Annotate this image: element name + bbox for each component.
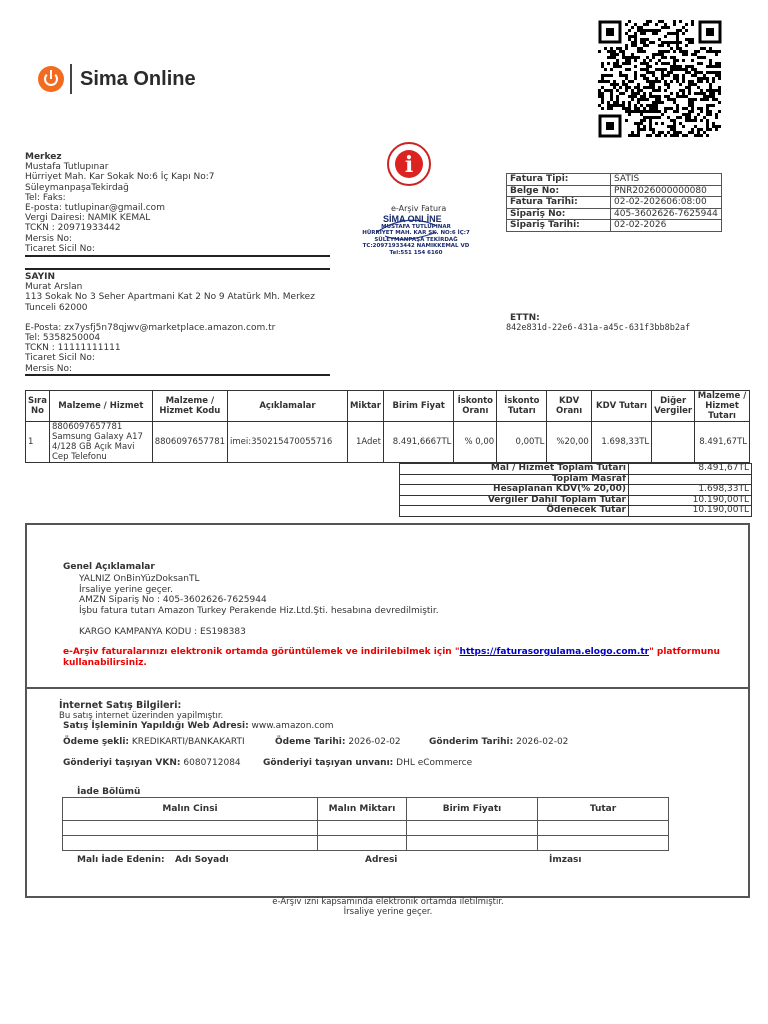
iade-column-header: Malın Miktarı bbox=[318, 798, 407, 821]
column-header: İskonto Tutarı bbox=[497, 391, 547, 422]
buyer-line bbox=[25, 313, 330, 323]
buyer-line: Ticaret Sicil No: bbox=[25, 353, 95, 364]
logo-divider bbox=[70, 64, 72, 94]
stamp-lines bbox=[357, 224, 475, 256]
note-line: İşbu fatura tutarı Amazon Turkey Perakende Hiz.Ltd.Şti. hesabına devredilmiştir. bbox=[79, 605, 439, 616]
total-value bbox=[629, 474, 752, 485]
total-value: 8.491,67TL bbox=[629, 464, 752, 475]
buyer-line: Mersis No: bbox=[25, 363, 73, 374]
total-label: Toplam Masraf bbox=[400, 474, 629, 485]
note-line: YALNIZ OnBinYüzDoksanTL bbox=[79, 574, 200, 584]
table-cell: % 0,00 bbox=[454, 422, 497, 463]
table-cell: 8.491,67TL bbox=[695, 422, 750, 463]
info-value: 02-02-2026 bbox=[611, 220, 722, 232]
iade-signature: İmzası bbox=[549, 855, 582, 865]
buyer-line: 113 Sokak No 3 Seher Apartmani Kat 2 No 9 Atatürk Mh. Merkez bbox=[25, 292, 315, 303]
table-row bbox=[63, 821, 669, 836]
brand-name: Sima Online bbox=[80, 67, 196, 90]
elogo-link[interactable]: https://faturasorgulama.elogo.com.tr bbox=[459, 647, 650, 657]
table-cell: 8.491,6667TL bbox=[383, 422, 453, 463]
column-header: Birim Fiyat bbox=[383, 391, 453, 422]
total-row bbox=[400, 506, 752, 517]
seller-heading: Merkez bbox=[25, 152, 62, 162]
total-label: Ödenecek Tutar bbox=[400, 506, 629, 517]
column-header: Diğer Vergiler bbox=[652, 391, 695, 422]
iade-table bbox=[62, 797, 669, 851]
stamp-line: Tel:551 154 6160 bbox=[389, 249, 443, 256]
table-cell bbox=[652, 422, 695, 463]
note-line: İrsaliye yerine geçer. bbox=[79, 584, 173, 595]
seller-line: Mustafa Tutlupınar bbox=[25, 162, 109, 173]
ettn-value: 842e831d-22e6-431a-a45c-631f3bb8b2af bbox=[506, 323, 691, 333]
footer-note bbox=[0, 897, 768, 917]
total-row bbox=[400, 474, 752, 485]
divider bbox=[25, 374, 330, 376]
iade-address: Adresi bbox=[365, 855, 398, 865]
note-line bbox=[79, 616, 439, 627]
stamp-line: TC:20971933442 NAMIKKEMAL VD bbox=[362, 243, 470, 250]
internet-subtitle: Bu satış internet üzerinden yapilmıştır. bbox=[59, 711, 224, 721]
buyer-line: E-Posta: zx7ysfj5n78qjwv@marketplace.amazon.com.tr bbox=[25, 322, 276, 333]
table-cell: 1.698,33TL bbox=[591, 422, 651, 463]
notes-box bbox=[25, 523, 750, 689]
info-label: Belge No: bbox=[507, 185, 611, 197]
carrier-vkn: Gönderiyi taşıyan VKN: 6080712084 bbox=[63, 758, 241, 768]
note-line: KARGO KAMPANYA KODU : ES198383 bbox=[79, 626, 246, 637]
seller-line: Ticaret Sicil No: bbox=[25, 243, 95, 254]
ettn-label: ETTN: bbox=[510, 313, 540, 323]
buyer-line: Tunceli 62000 bbox=[25, 302, 88, 313]
seller-line: Vergi Dairesi: NAMIK KEMAL bbox=[25, 213, 151, 224]
total-row bbox=[400, 485, 752, 496]
info-value: 405-3602626-7625944 bbox=[611, 208, 722, 220]
payment-date: Ödeme Tarihi: 2026-02-02 bbox=[275, 737, 401, 747]
stamp-name: SİMA ONLİNE bbox=[383, 214, 442, 224]
info-label: Fatura Tipi: bbox=[507, 174, 611, 186]
internet-sale-box bbox=[25, 687, 750, 898]
stamp-line: MUSTAFA TUTLUPINAR bbox=[381, 224, 451, 230]
info-value: 02-02-202606:08:00 bbox=[611, 197, 722, 209]
column-header: Açıklamalar bbox=[228, 391, 348, 422]
info-value: SATIS bbox=[611, 174, 722, 186]
column-header: Miktar bbox=[347, 391, 383, 422]
carrier-name: Gönderiyi taşıyan unvanı: DHL eCommerce bbox=[263, 758, 473, 768]
e-archive-warning: e-Arşiv faturalarınızı elektronik ortamda görüntülemek ve indirilebilmek için "https://faturasorgulama.elogo.com.tr" platformunu kullanabilirsiniz. bbox=[63, 647, 720, 668]
total-label: Hesaplanan KDV(% 20,00) bbox=[400, 485, 629, 496]
ship-date: Gönderim Tarihi: 2026-02-02 bbox=[429, 737, 569, 747]
seller-line: TCKN : 20971933442 bbox=[25, 223, 121, 234]
total-label: Vergiler Dahil Toplam Tutar bbox=[400, 495, 629, 506]
seller-line: E-posta: tutlupinar@gmail.com bbox=[25, 203, 165, 214]
column-header: Malzeme / Hizmet Kodu bbox=[152, 391, 227, 422]
stamp-line: SÜLEYMANPAŞA TEKİRDAĞ bbox=[374, 236, 458, 243]
web-address-row: Satış İşleminin Yapıldığı Web Adresi: www.amazon.com bbox=[63, 721, 334, 731]
table-row bbox=[26, 422, 750, 463]
total-row bbox=[400, 464, 752, 475]
info-label: Fatura Tarihi: bbox=[507, 197, 611, 209]
seller-line: SüleymanpaşaTekirdağ bbox=[25, 182, 129, 193]
column-header: İskonto Oranı bbox=[454, 391, 497, 422]
seller-line: Mersis No: bbox=[25, 233, 73, 244]
info-row bbox=[507, 174, 722, 186]
table-cell: 1Adet bbox=[347, 422, 383, 463]
iade-column-header: Malın Cinsi bbox=[63, 798, 318, 821]
gib-seal bbox=[357, 140, 475, 265]
totals-table bbox=[399, 463, 752, 517]
power-icon bbox=[38, 66, 64, 92]
total-value: 1.698,33TL bbox=[629, 485, 752, 496]
divider bbox=[25, 268, 330, 270]
seller-block bbox=[25, 152, 330, 254]
table-cell: 0,00TL bbox=[497, 422, 547, 463]
payment-method: Ödeme şekli: KREDIKARTI/BANKAKARTI bbox=[63, 737, 245, 747]
notes-lines bbox=[79, 574, 439, 638]
iade-returner: Malı İade Edenin: bbox=[77, 855, 165, 865]
seller-lines bbox=[25, 162, 330, 254]
column-header: KDV Oranı bbox=[547, 391, 591, 422]
column-header: Malzeme / Hizmet bbox=[49, 391, 152, 422]
info-value: PNR2026000000080 bbox=[611, 185, 722, 197]
brand-logo bbox=[38, 62, 196, 96]
total-value: 10.190,00TL bbox=[629, 506, 752, 517]
buyer-block bbox=[25, 272, 330, 374]
total-row bbox=[400, 495, 752, 506]
stamp-line: HÜRRİYET MAH. KAR SK. NO:6 İÇ:7 bbox=[362, 230, 470, 237]
buyer-line: Tel: 5358250004 bbox=[25, 333, 101, 344]
iade-column-header: Tutar bbox=[538, 798, 669, 821]
buyer-lines bbox=[25, 282, 330, 374]
note-line: AMZN Sipariş No : 405-3602626-7625944 bbox=[79, 595, 267, 606]
buyer-line: Murat Arslan bbox=[25, 282, 83, 293]
table-cell: %20,00 bbox=[547, 422, 591, 463]
internet-title: İnternet Satış Bilgileri: bbox=[59, 700, 182, 711]
column-header: KDV Tutarı bbox=[591, 391, 651, 422]
table-row bbox=[63, 836, 669, 851]
divider bbox=[25, 255, 330, 257]
buyer-line: TCKN : 11111111111 bbox=[25, 343, 121, 354]
total-value: 10.190,00TL bbox=[629, 495, 752, 506]
column-header: Malzeme / Hizmet Tutarı bbox=[695, 391, 750, 422]
svg-text:i: i bbox=[404, 152, 414, 178]
notes-title: Genel Açıklamalar bbox=[63, 562, 155, 572]
items-table bbox=[25, 390, 750, 463]
info-row bbox=[507, 220, 722, 232]
iade-title: İade Bölümü bbox=[77, 787, 141, 797]
table-cell: 8806097657781 Samsung Galaxy A17 4/128 GB Açık Mavi Cep Telefonu bbox=[49, 422, 152, 463]
table-cell: 8806097657781 bbox=[152, 422, 227, 463]
table-cell: imei:350215470055716 bbox=[228, 422, 348, 463]
invoice-info-table bbox=[506, 173, 722, 232]
seller-line: Tel: Faks: bbox=[25, 192, 66, 203]
footer-line: e-Arşiv izni kapsamında elektronik ortamda iletilmiştir. bbox=[272, 897, 504, 907]
table-cell: 1 bbox=[26, 422, 50, 463]
seller-line: Hürriyet Mah. Kar Sokak No:6 İç Kapı No:7 bbox=[25, 172, 215, 183]
iade-column-header: Birim Fiyatı bbox=[407, 798, 538, 821]
iade-name: Adı Soyadı bbox=[175, 855, 229, 865]
info-row bbox=[507, 208, 722, 220]
info-row bbox=[507, 197, 722, 209]
info-label: Sipariş Tarihi: bbox=[507, 220, 611, 232]
info-row bbox=[507, 185, 722, 197]
qr-code-icon bbox=[598, 20, 722, 138]
total-label: Mal / Hizmet Toplam Tutarı bbox=[400, 464, 629, 475]
footer-line: İrsaliye yerine geçer. bbox=[343, 907, 433, 917]
column-header: Sıra No bbox=[26, 391, 50, 422]
info-label: Sipariş No: bbox=[507, 208, 611, 220]
stamp-caption: e-Arşiv Fatura bbox=[391, 204, 447, 213]
buyer-heading: SAYIN bbox=[25, 272, 55, 282]
